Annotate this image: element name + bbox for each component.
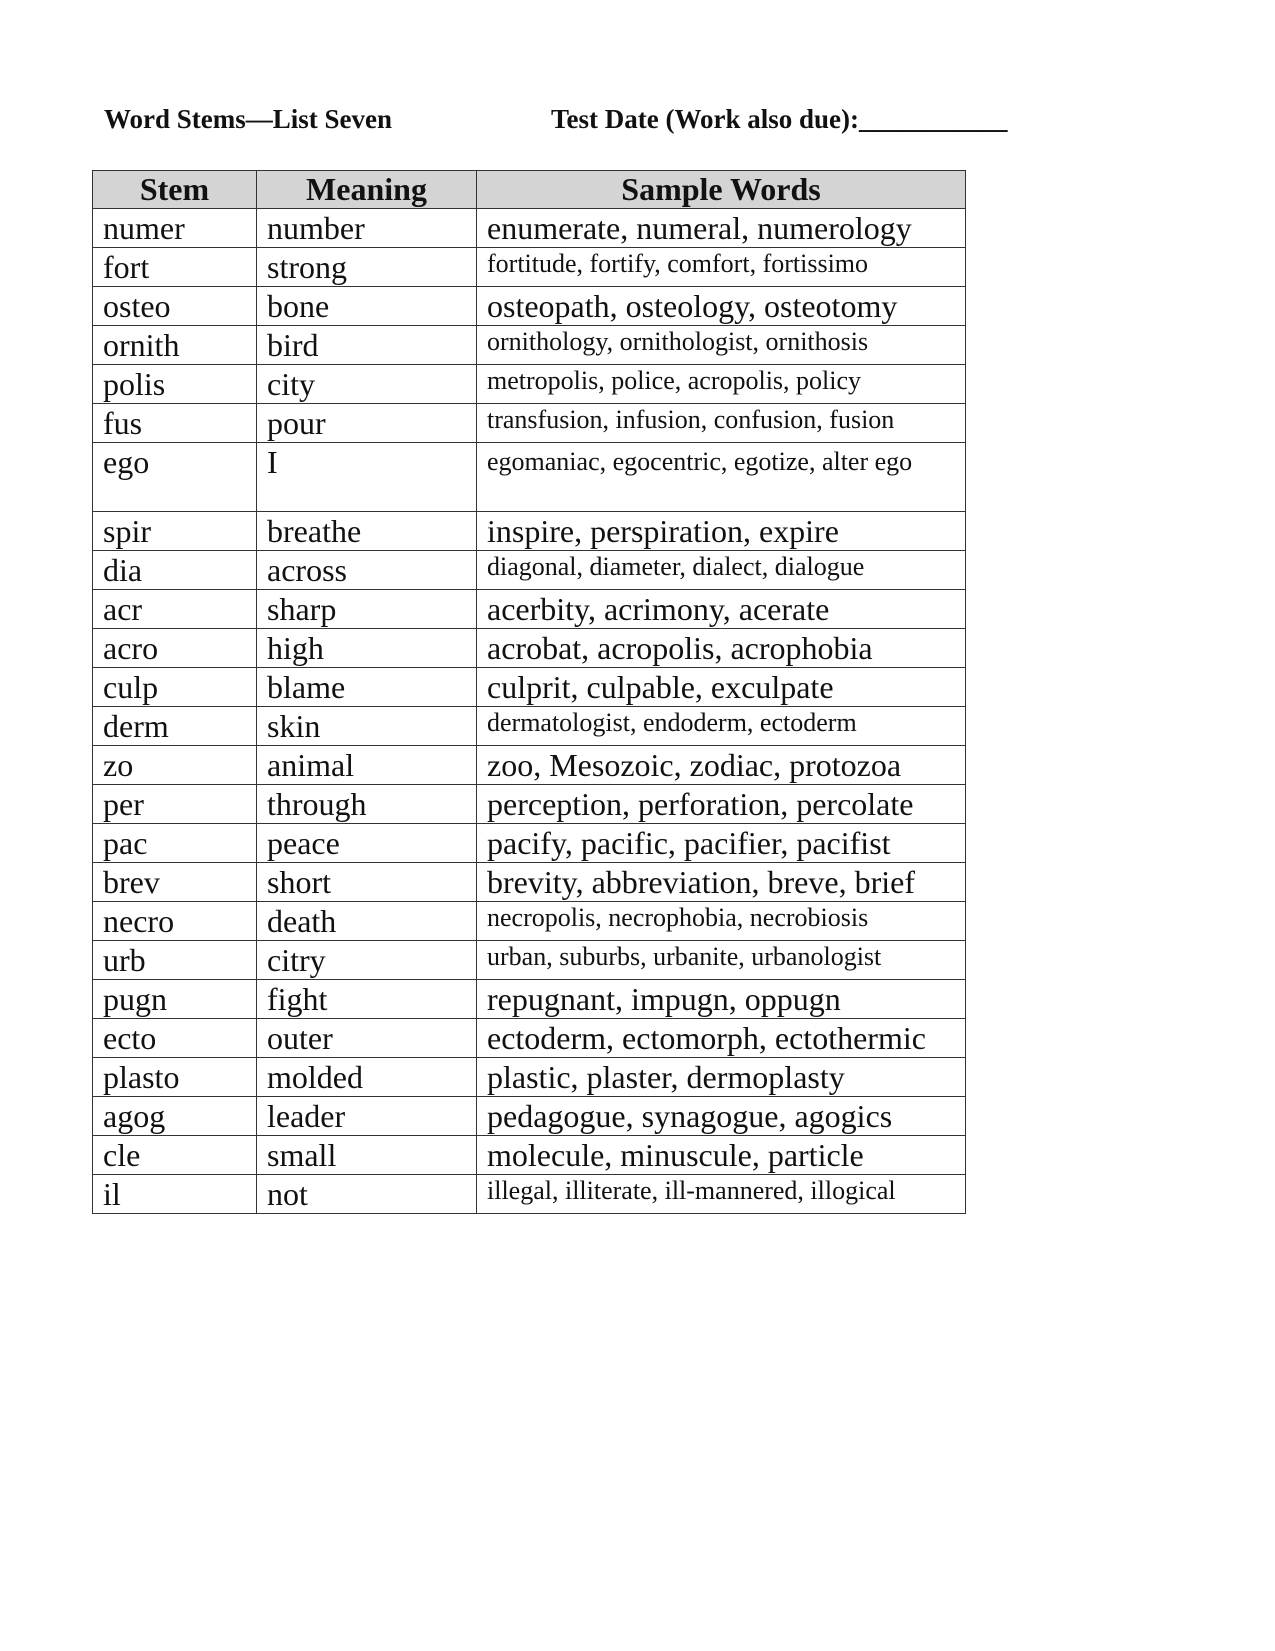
meaning-cell: blame — [257, 668, 477, 707]
table-row — [93, 443, 966, 512]
meaning-cell: pour — [257, 404, 477, 443]
sample-words-cell: zoo, Mesozoic, zodiac, protozoa — [477, 746, 966, 785]
stem-cell: pac — [93, 824, 257, 863]
table-row — [93, 1175, 966, 1214]
table-row — [93, 248, 966, 287]
meaning-cell: skin — [257, 707, 477, 746]
meaning-cell: number — [257, 209, 477, 248]
stem-cell: dia — [93, 551, 257, 590]
sample-words-cell: ornithology, ornithologist, ornithosis — [477, 326, 966, 365]
test-date-label: Test Date (Work also due):___________ — [551, 104, 1008, 134]
meaning-cell: peace — [257, 824, 477, 863]
meaning-cell: I — [257, 443, 477, 512]
stem-cell: fort — [93, 248, 257, 287]
stem-cell: necro — [93, 902, 257, 941]
stem-cell: ego — [93, 443, 257, 512]
stem-cell: acro — [93, 629, 257, 668]
stem-cell: numer — [93, 209, 257, 248]
sample-words-cell: osteopath, osteology, osteotomy — [477, 287, 966, 326]
sample-words-cell: fortitude, fortify, comfort, fortissimo — [477, 248, 966, 287]
sample-words-cell: illegal, illiterate, ill-mannered, illogical — [477, 1175, 966, 1214]
stem-cell: urb — [93, 941, 257, 980]
table-row — [93, 209, 966, 248]
sample-words-cell: acrobat, acropolis, acrophobia — [477, 629, 966, 668]
table-row — [93, 863, 966, 902]
table-row — [93, 1019, 966, 1058]
stem-cell: zo — [93, 746, 257, 785]
column-header-stem: Stem — [93, 171, 257, 209]
table-row — [93, 404, 966, 443]
sample-words-cell: plastic, plaster, dermoplasty — [477, 1058, 966, 1097]
table-body — [93, 209, 966, 1214]
table-row — [93, 326, 966, 365]
meaning-cell: across — [257, 551, 477, 590]
stem-cell: agog — [93, 1097, 257, 1136]
sample-words-cell: transfusion, infusion, confusion, fusion — [477, 404, 966, 443]
meaning-cell: fight — [257, 980, 477, 1019]
meaning-cell: through — [257, 785, 477, 824]
sample-words-cell: diagonal, diameter, dialect, dialogue — [477, 551, 966, 590]
table-row — [93, 1136, 966, 1175]
column-header-meaning: Meaning — [257, 171, 477, 209]
stem-cell: ecto — [93, 1019, 257, 1058]
table-row — [93, 668, 966, 707]
meaning-cell: small — [257, 1136, 477, 1175]
meaning-cell: animal — [257, 746, 477, 785]
meaning-cell: outer — [257, 1019, 477, 1058]
sample-words-cell: acerbity, acrimony, acerate — [477, 590, 966, 629]
stem-cell: culp — [93, 668, 257, 707]
table-row — [93, 365, 966, 404]
table-header-row — [93, 171, 966, 209]
meaning-cell: citry — [257, 941, 477, 980]
stem-cell: per — [93, 785, 257, 824]
meaning-cell: bone — [257, 287, 477, 326]
sample-words-cell: metropolis, police, acropolis, policy — [477, 365, 966, 404]
table-row — [93, 629, 966, 668]
table-row — [93, 551, 966, 590]
meaning-cell: breathe — [257, 512, 477, 551]
meaning-cell: city — [257, 365, 477, 404]
stem-cell: plasto — [93, 1058, 257, 1097]
meaning-cell: short — [257, 863, 477, 902]
sample-words-cell: ectoderm, ectomorph, ectothermic — [477, 1019, 966, 1058]
sample-words-cell: necropolis, necrophobia, necrobiosis — [477, 902, 966, 941]
meaning-cell: high — [257, 629, 477, 668]
meaning-cell: sharp — [257, 590, 477, 629]
table-row — [93, 512, 966, 551]
meaning-cell: not — [257, 1175, 477, 1214]
sample-words-cell: repugnant, impugn, oppugn — [477, 980, 966, 1019]
table-row — [93, 287, 966, 326]
sample-words-cell: urban, suburbs, urbanite, urbanologist — [477, 941, 966, 980]
sample-words-cell: molecule, minuscule, particle — [477, 1136, 966, 1175]
meaning-cell: leader — [257, 1097, 477, 1136]
table-row — [93, 707, 966, 746]
table-row — [93, 746, 966, 785]
meaning-cell: bird — [257, 326, 477, 365]
table-row — [93, 1097, 966, 1136]
sample-words-cell: dermatologist, endoderm, ectoderm — [477, 707, 966, 746]
stem-cell: derm — [93, 707, 257, 746]
sample-words-cell: egomaniac, egocentric, egotize, alter ego — [477, 443, 966, 512]
meaning-cell: strong — [257, 248, 477, 287]
page-title: Word Stems—List Seven — [104, 104, 393, 134]
stem-cell: osteo — [93, 287, 257, 326]
stem-cell: ornith — [93, 326, 257, 365]
stem-cell: spir — [93, 512, 257, 551]
stem-cell: cle — [93, 1136, 257, 1175]
stem-cell: brev — [93, 863, 257, 902]
meaning-cell: molded — [257, 1058, 477, 1097]
stem-cell: polis — [93, 365, 257, 404]
stem-cell: il — [93, 1175, 257, 1214]
sample-words-cell: enumerate, numeral, numerology — [477, 209, 966, 248]
stem-cell: acr — [93, 590, 257, 629]
sample-words-cell: brevity, abbreviation, breve, brief — [477, 863, 966, 902]
sample-words-cell: pacify, pacific, pacifier, pacifist — [477, 824, 966, 863]
stem-cell: fus — [93, 404, 257, 443]
sample-words-cell: inspire, perspiration, expire — [477, 512, 966, 551]
table-row — [93, 824, 966, 863]
table-row — [93, 902, 966, 941]
meaning-cell: death — [257, 902, 477, 941]
table-row — [93, 785, 966, 824]
sample-words-cell: perception, perforation, percolate — [477, 785, 966, 824]
sample-words-cell: culprit, culpable, exculpate — [477, 668, 966, 707]
word-stems-table — [92, 170, 966, 1214]
table-row — [93, 1058, 966, 1097]
column-header-sample-words: Sample Words — [477, 171, 966, 209]
table-row — [93, 941, 966, 980]
table-row — [93, 980, 966, 1019]
stem-cell: pugn — [93, 980, 257, 1019]
sample-words-cell: pedagogue, synagogue, agogics — [477, 1097, 966, 1136]
table-row — [93, 590, 966, 629]
